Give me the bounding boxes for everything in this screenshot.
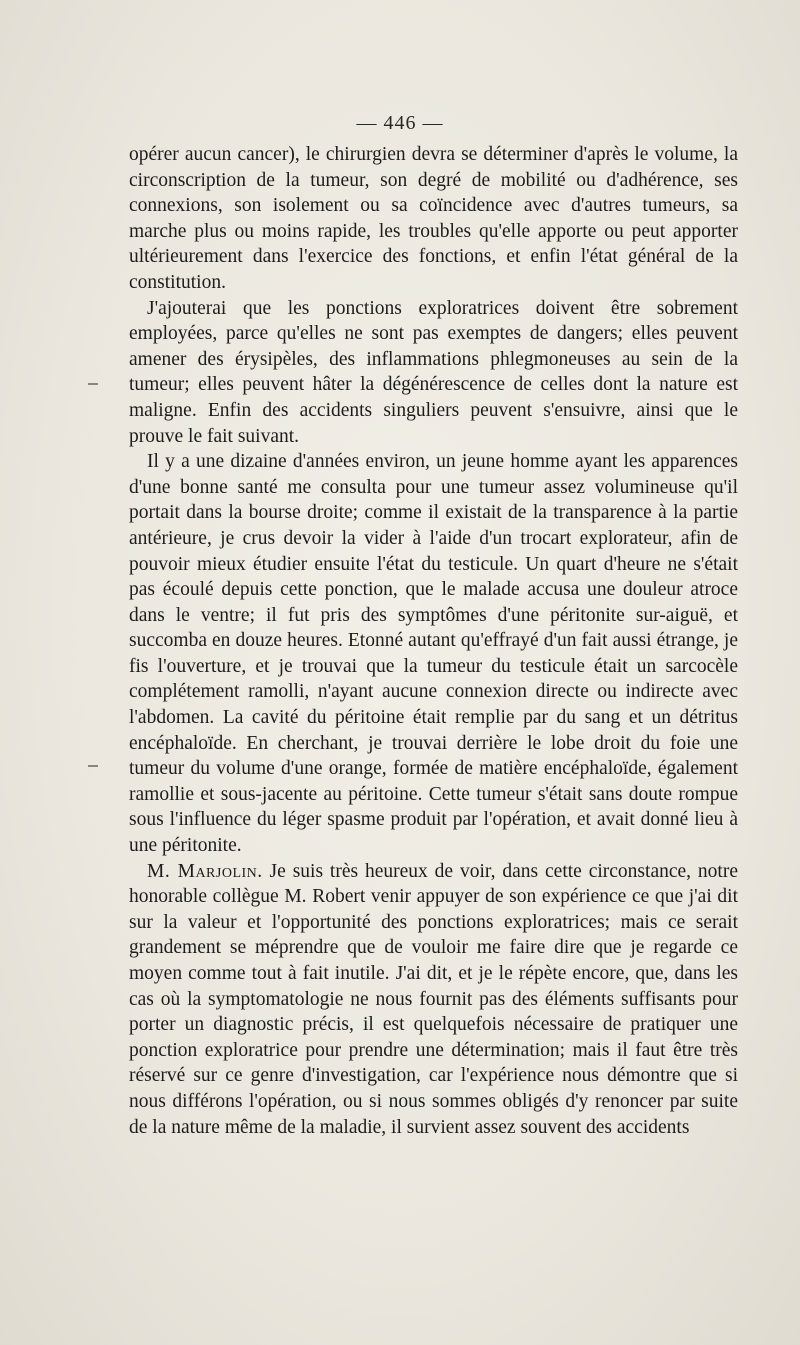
page-number: — 446 —: [356, 112, 444, 134]
paragraph-3: Il y a une dizaine d'années environ, un jeune homme ayant les apparences d'une bonne santé me consulta pour une tumeur assez volumineuse qu'il portait dans la bourse droite; comme il existait de la transparence à la partie antérieure, je crus devoir la vider à l'aide d'un trocart explorateur, afin de pouvoir mieux étudier ensuite l'état du testicule. Un quart d'heure ne s'était pas écoulé depuis cette ponction, que le malade accusa une douleur atroce dans le ventre; il fut pris des symptômes d'une péritonite sur-aiguë, et succomba en douze heures. Etonné autant qu'effrayé d'un fait aussi étrange, je fis l'ouverture, et je trouvai que la tumeur du testicule était un sarcocèle complétement ramolli, n'ayant aucune connexion directe ou indirecte avec l'abdomen. La cavité du péritoine était remplie par du sang et un détritus encéphaloïde. En cherchant, je trouvai derrière le lobe droit du foie une tumeur du volume d'une orange, formée de matière encéphaloïde, également ramollie et sous-jacente au péritoine. Cette tumeur s'était sans doute rompue sous l'influence du léger spasme produit par l'opération, et avait donné lieu à une péritonite.: [129, 451, 738, 857]
paragraph-4-text: Je suis très heureux de voir, dans cette circonstance, notre honorable collègue M. Robert venir appuyer de son expérience ce que j'ai dit sur la valeur et l'opportunité des ponctions exploratrices; mais ce serait grandement se méprendre que de vouloir me faire dire que je regarde ce moyen comme tout à fait inutile. J'ai dit, et je le répète encore, que, dans les cas où la symptomatologie ne nous fournit pas des éléments suffisants pour porter un diagnostic précis, il est quelquefois nécessaire de pratiquer une ponction exploratrice pour prendre une détermination; mais il faut être très réservé sur ce genre d'investigation, car l'expérience nous démontre que si nous différons l'opération, ou si nous sommes obligés d'y renoncer par suite de la nature même de la maladie, il survient assez souvent des accidents: [129, 860, 738, 1138]
paragraph-4: [129, 859, 738, 1141]
paragraph-1: opérer aucun cancer), le chirurgien devra se déterminer d'après le volume, la circonscription de la tumeur, son degré de mobilité ou d'adhérence, ses connexions, son isolement ou sa coïncidence avec d'autres tumeurs, sa marche plus ou moins rapide, les troubles qu'elle apporte ou peut apporter ultérieurement dans l'exercice des fonctions, et enfin l'état général de la constitution.: [129, 144, 738, 293]
paragraph-2: J'ajouterai que les ponctions exploratrices doivent être sobrement employées, parce qu'elles ne sont pas exemptes de dangers; elles peuvent amener des érysipèles, des inflammations phlegmoneuses au sein de la tumeur; elles peuvent hâter la dégénérescence de celles dont la nature est maligne. Enfin des accidents singuliers peuvent s'ensuivre, ainsi que le prouve le fait suivant.: [129, 297, 738, 447]
body-text: [129, 142, 738, 1140]
speaker-name: M. Marjolin.: [147, 860, 263, 882]
margin-mark: [88, 765, 98, 767]
margin-mark: [88, 383, 98, 385]
